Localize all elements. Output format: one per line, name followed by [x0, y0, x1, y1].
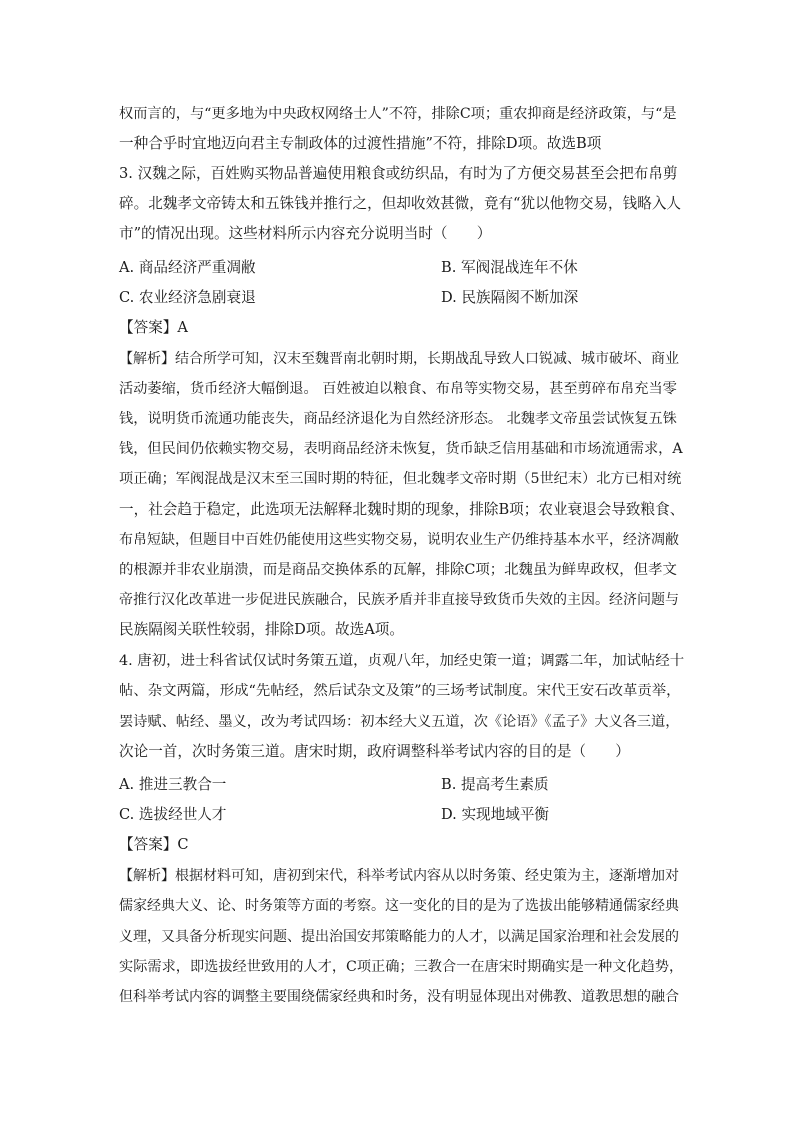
q4-stem-line-2: 帖、杂文两篇，形成“先帖经，然后试杂文及策”的三场考试制度。宋代王安石改革贡举，: [119, 683, 681, 699]
q4-option-d: D. 实现地域平衡: [441, 806, 550, 823]
q3-analysis-line-1: 【解析】结合所学可知，汉末至魏晋南北朝时期，长期战乱导致人口锐减、城市破坏、商业: [119, 351, 679, 367]
q3-analysis-line-3: 钱，说明货币流通功能丧失，商品经济退化为自然经济形态。 北魏孝文帝虽尝试恢复五铢: [119, 411, 677, 427]
q3-analysis-line-9: 帝推行汉化改革进一步促进民族融合，民族矛盾并非直接导致货币失效的主因。经济问题与: [119, 592, 679, 608]
q4-analysis-line-2: 儒家经典大义、论、时务策等方面的考察。这一变化的目的是为了选拔出能够精通儒家经典: [119, 898, 679, 914]
q4-analysis-line-1: 【解析】根据材料可知，唐初到宋代，科举考试内容从以时务策、经史策为主，逐渐增加对: [119, 868, 679, 884]
q4-analysis-line-3: 义理，又具备分析现实问题、提出治国安邦策略能力的人才，以满足国家治理和社会发展的: [119, 929, 679, 945]
q3-stem-line-2: 碎。北魏孝文帝铸太和五铢钱并推行之，但却收效甚微，竟有“犹以他物交易，钱略入人: [119, 195, 682, 212]
q3-stem-line-1: 3. 汉魏之际，百姓购买物品普遍使用粮食或纺织品，有时为了方便交易甚至会把布帛剪: [119, 165, 678, 182]
q3-option-a: A. 商品经济严重凋敝: [119, 259, 256, 276]
q3-answer: 【答案】A: [119, 319, 188, 336]
q3-option-c: C. 农业经济急剧衰退: [119, 289, 256, 306]
q4-analysis-line-5: 但科举考试内容的调整主要围绕儒家经典和时务，没有明显体现出对佛教、道教思想的融合: [119, 989, 679, 1005]
q4-analysis-line-4: 实际需求，即选拔经世致用的人才，C项正确；三教合一在唐宋时期确实是一种文化趋势，: [119, 959, 684, 975]
q4-stem-line-1: 4. 唐初，进士科省试仅试时务策五道，贞观八年，加经史策一道；调露二年，加试帖经十: [119, 653, 684, 669]
q3-analysis-line-4: 钱，但民间仍依赖实物交易，表明商品经济未恢复，货币缺乏信用基础和市场流通需求，A: [119, 441, 683, 457]
q3-analysis-line-10: 民族隔阂关联性较弱，排除D项。故选A项。: [119, 621, 404, 638]
q4-stem-line-3: 罢诗赋、帖经、墨义，改为考试四场：初本经大义五道，次《论语》《孟子》大义各三道，: [119, 714, 680, 730]
q3-analysis-line-2: 活动萎缩，货币经济大幅倒退。 百姓被迫以粮食、布帛等实物交易，甚至剪碎布帛充当零: [119, 381, 677, 397]
q3-option-d: D. 民族隔阂不断加深: [441, 289, 579, 306]
q4-stem-line-4: 次论一首，次时务策三道。唐宋时期，政府调整科举考试内容的目的是（ ）: [119, 743, 630, 760]
intro-line-1: 权而言的，与“更多地为中央政权网络士人”不符，排除C项；重农抑商是经济政策，与“是: [119, 106, 677, 122]
q4-option-a: A. 推进三教合一: [119, 776, 227, 793]
intro-line-2: 一种合乎时宜地迈向君主专制政体的过渡性措施”不符，排除D项。故选B项: [119, 135, 602, 152]
q3-analysis-line-7: 布帛短缺，但题目中百姓仍能使用这些实物交易，说明农业生产仍维持基本水平，经济凋敝: [119, 532, 679, 548]
q3-analysis-line-6: 一，社会趋于稳定，此选项无法解释北魏时期的现象，排除B项；农业衰退会导致粮食、: [119, 501, 684, 518]
q4-answer: 【答案】C: [119, 836, 189, 853]
q4-option-c: C. 选拔经世人才: [119, 806, 227, 823]
q4-option-b: B. 提高考生素质: [441, 776, 549, 793]
q3-option-b: B. 军阀混战连年不休: [441, 259, 578, 276]
q3-stem-line-3: 市”的情况出现。这些材料所示内容充分说明当时（ ）: [119, 225, 492, 242]
q3-analysis-line-8: 的根源并非农业崩溃，而是商品交换体系的瓦解，排除C项；北魏虽为鲜卑政权，但孝文: [119, 562, 677, 578]
q3-analysis-line-5: 项正确；军阀混战是汉末至三国时期的特征，但北魏孝文帝时期（5世纪末）北方已相对统: [119, 471, 682, 487]
